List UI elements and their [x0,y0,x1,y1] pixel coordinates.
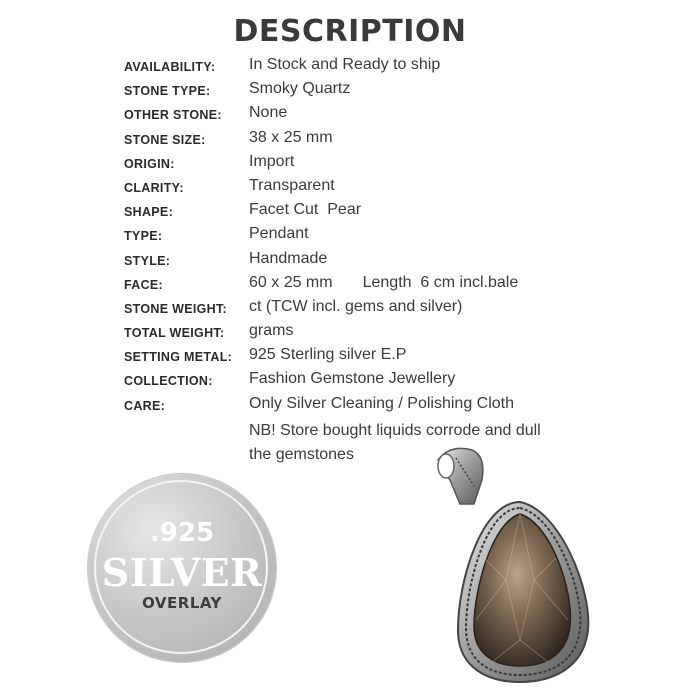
spec-label: TYPE: [124,229,163,244]
spec-label: TOTAL WEIGHT: [124,326,225,341]
spec-row-type [124,225,644,249]
spec-value: Smoky Quartz [249,80,351,98]
spec-value: 925 Sterling silver E.P [249,346,407,364]
spec-label: CARE: [124,398,166,413]
badge-word: SILVER [101,550,263,595]
spec-value: ct (TCW incl. gems and silver) [249,297,463,315]
spec-row-clarity [124,177,644,201]
spec-value: Only Silver Cleaning / Polishing Cloth [249,394,515,412]
spec-label: ORIGIN: [124,156,175,171]
face-size: 60 x 25 mm [249,273,333,291]
badge-subtitle: OVERLAY [142,594,222,612]
spec-value: Fashion Gemstone Jewellery [249,370,456,388]
spec-label: STYLE: [124,253,171,268]
spec-row-origin [124,153,644,177]
spec-row-availability [124,56,644,80]
spec-row-face [124,274,644,298]
silver-overlay-badge [88,474,276,662]
spec-value: Import [249,152,295,170]
spec-value-face [249,274,518,292]
spec-label: OTHER STONE: [124,108,222,123]
spec-value: Transparent [249,176,335,194]
spec-row-setting-metal [124,346,644,370]
spec-value: Facet Cut Pear [249,201,362,219]
badge-number: .925 [149,518,215,548]
spec-row-care [124,394,644,463]
spec-row-total-weight [124,322,644,346]
spec-row-stone-size [124,129,644,153]
spec-label: AVAILABILITY: [124,60,216,74]
spec-row-stone-weight [124,298,644,322]
pendant-image [420,440,620,690]
care-note-line: NB! Store bought liquids corrode and dull [249,421,541,439]
face-length: Length 6 cm incl.bale [362,273,519,291]
spec-label: FACE: [124,277,163,292]
spec-row-collection [124,370,644,394]
spec-label: SHAPE: [124,205,174,220]
spec-row-other-stone [124,104,644,128]
spec-value: In Stock and Ready to ship [249,56,441,73]
spec-value: Pendant [249,225,309,243]
spec-value: 38 x 25 mm [249,128,333,146]
pendant-bale [438,448,483,504]
spec-row-shape [124,201,644,225]
spec-row-style [124,250,644,274]
spec-row-stone-type [124,80,644,104]
spec-label: SETTING METAL: [124,350,233,365]
spec-label: COLLECTION: [124,374,213,389]
spec-value: Handmade [249,249,328,267]
spec-label: STONE SIZE: [124,132,206,147]
spec-value: grams [249,322,294,340]
spec-table [124,56,644,463]
spec-value: None [249,104,288,122]
spec-label: STONE TYPE: [124,84,211,99]
spec-label: CLARITY: [124,180,184,195]
spec-label: STONE WEIGHT: [124,301,227,316]
care-note-line: the gemstones [249,445,354,463]
page-title: DESCRIPTION [233,14,467,49]
